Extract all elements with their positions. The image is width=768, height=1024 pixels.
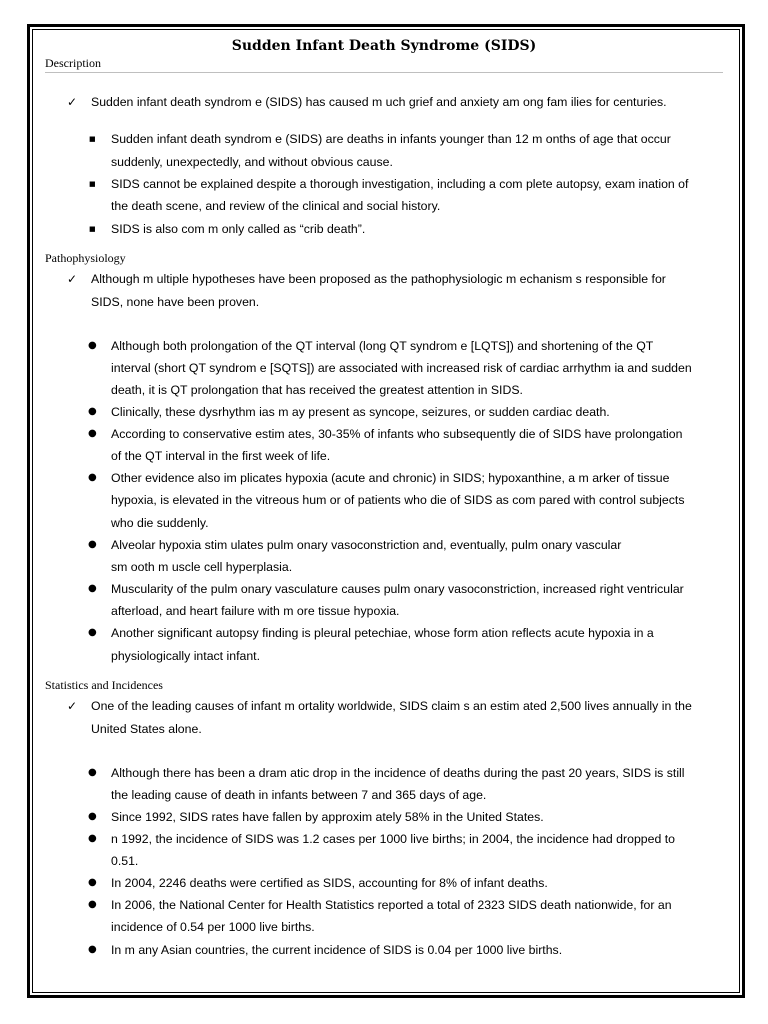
page-border-inner [32,29,740,993]
pathophysiology-bullet-4-line-1: Other evidence also im plicates hypoxia (acute and chronic) in SIDS; hypoxanthine, a m arker of tissue [111,471,670,485]
pathophysiology-check-line-2: SIDS, none have been proven. [91,295,260,309]
round-bullet-icon: ● [88,340,97,351]
statistics-bullet-2-line-1: Since 1992, SIDS rates have fallen by approxim ately 58% in the United States. [111,810,544,824]
square-bullet-icon: ■ [89,225,96,233]
check-mark-icon: ✓ [67,95,78,109]
round-bullet-icon: ● [88,539,97,550]
statistics-bullet-4-line-1: In 2004, 2246 deaths were certified as SIDS, accounting for 8% of infant deaths. [111,876,548,890]
description-bullet-3-line-1: SIDS is also com m only called as “crib death”. [111,222,366,236]
statistics-check-line-2: United States alone. [91,722,202,736]
check-mark-icon: ✓ [67,272,78,286]
round-bullet-icon: ● [88,811,97,822]
pathophysiology-bullet-3-line-1: According to conservative estim ates, 30-35% of infants who subsequently die of SIDS have prolongation [111,427,683,441]
description-check-line: Sudden infant death syndrom e (SIDS) has caused m uch grief and anxiety am ong fam ilies for centuries. [91,95,667,109]
pathophysiology-bullet-2-line-1: Clinically, these dysrhythm ias m ay present as syncope, seizures, or sudden cardiac death. [111,405,610,419]
square-bullet-icon: ■ [89,135,96,143]
pathophysiology-bullet-7-line-1: Another significant autopsy finding is pleural petechiae, whose form ation reflects acute hypoxia in a [111,626,654,640]
pathophysiology-bullet-4-line-3: who die suddenly. [111,516,209,530]
round-bullet-icon: ● [88,472,97,483]
round-bullet-icon: ● [88,406,97,417]
statistics-bullet-1-line-1: Although there has been a dram atic drop in the incidence of deaths during the past 20 years, SIDS is still [111,766,685,780]
section-heading-statistics: Statistics and Incidences [45,678,163,692]
pathophysiology-bullet-5-line-1: Alveolar hypoxia stim ulates pulm onary vasoconstriction and, eventually, pulm onary vascular [111,538,622,552]
round-bullet-icon: ● [88,877,97,888]
statistics-check-line-1: One of the leading causes of infant m ortality worldwide, SIDS claim s an estim ated 2,500 lives annually in the [91,699,692,713]
pathophysiology-bullet-1-line-3: death, it is QT prolongation that has received the greatest attention in SIDS. [111,383,523,397]
statistics-bullet-3-line-2: 0.51. [111,854,139,868]
round-bullet-icon: ● [88,583,97,594]
check-mark-icon: ✓ [67,699,78,713]
description-bullet-1-line-1: Sudden infant death syndrom e (SIDS) are deaths in infants younger than 12 m onths of age that occur [111,132,671,146]
round-bullet-icon: ● [88,944,97,955]
description-bullet-2-line-2: the death scene, and review of the clinical and social history. [111,199,441,213]
round-bullet-icon: ● [88,428,97,439]
pathophysiology-bullet-6-line-1: Muscularity of the pulm onary vasculature causes pulm onary vasoconstriction, increased right ventricular [111,582,684,596]
pathophysiology-check-line-1: Although m ultiple hypotheses have been proposed as the pathophysiologic m echanism s responsible for [91,272,666,286]
pathophysiology-bullet-1-line-2: interval (short QT syndrom e [SQTS]) are associated with increased risk of cardiac arrhythm ia and sudden [111,361,692,375]
round-bullet-icon: ● [88,899,97,910]
pathophysiology-bullet-3-line-2: of the QT interval in the first week of life. [111,449,331,463]
pathophysiology-bullet-6-line-2: afterload, and heart failure with m ore tissue hypoxia. [111,604,400,618]
statistics-bullet-6-line-1: In m any Asian countries, the current incidence of SIDS is 0.04 per 1000 live births. [111,943,563,957]
description-bullet-2-line-1: SIDS cannot be explained despite a thorough investigation, including a com plete autopsy, exam ination of [111,177,689,191]
statistics-bullet-3-line-1: n 1992, the incidence of SIDS was 1.2 cases per 1000 live births; in 2004, the incidence had dropped to [111,832,675,846]
square-bullet-icon: ■ [89,180,96,188]
round-bullet-icon: ● [88,627,97,638]
round-bullet-icon: ● [88,833,97,844]
document-title: Sudden Infant Death Syndrome (SIDS) [231,38,537,54]
description-bullet-1-line-2: suddenly, unexpectedly, and without obvious cause. [111,155,393,169]
section-heading-description: Description [45,56,723,73]
section-heading-pathophysiology: Pathophysiology [45,251,126,265]
pathophysiology-bullet-7-line-2: physiologically intact infant. [111,649,261,663]
statistics-bullet-1-line-2: the leading cause of death in infants between 7 and 365 days of age. [111,788,487,802]
pathophysiology-bullet-5-line-2: sm ooth m uscle cell hyperplasia. [111,560,293,574]
pathophysiology-bullet-1-line-1: Although both prolongation of the QT interval (long QT syndrom e [LQTS]) and shortening of the QT [111,339,654,353]
statistics-bullet-5-line-1: In 2006, the National Center for Health Statistics reported a total of 2323 SIDS death nationwide, for an [111,898,672,912]
pathophysiology-bullet-4-line-2: hypoxia, is elevated in the vitreous hum or of patients who die of SIDS as com pared with control subjects [111,493,685,507]
round-bullet-icon: ● [88,767,97,778]
statistics-bullet-5-line-2: incidence of 0.54 per 1000 live births. [111,920,315,934]
